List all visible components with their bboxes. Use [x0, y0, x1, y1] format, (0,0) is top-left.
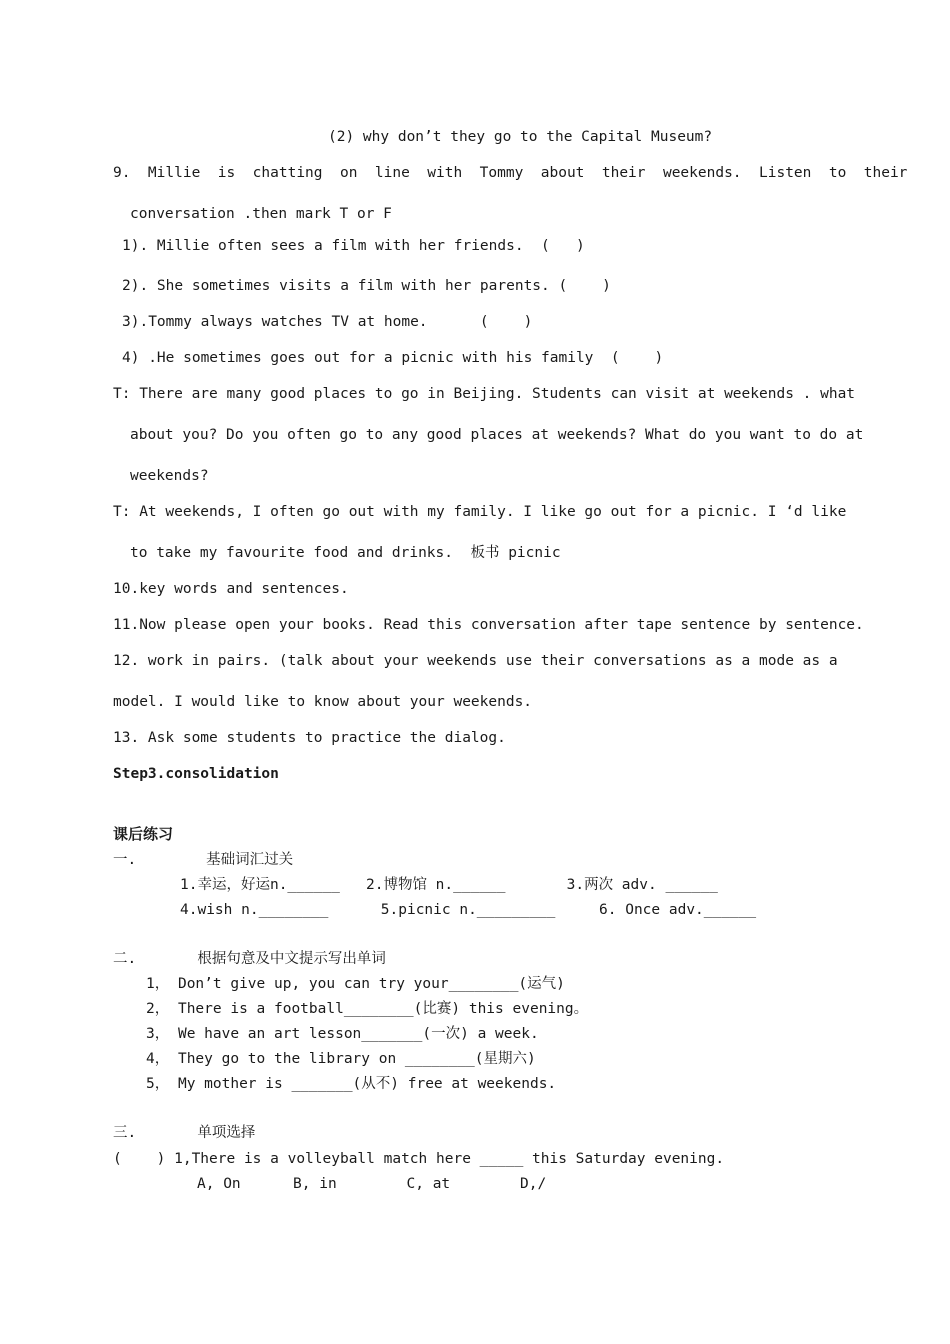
exercise-heading: 课后练习 [113, 825, 174, 843]
text-line: to take my favourite food and drinks. 板书 picnic [130, 545, 561, 561]
step-heading: Step3.consolidation [113, 766, 279, 782]
text-line: A, On B, in C, at D,/ [197, 1176, 547, 1192]
text-line: T: At weekends, I often go out with my family. I like go out for a picnic. I ‘d like [113, 504, 847, 520]
section-title: 二. 根据句意及中文提示写出单词 [113, 951, 386, 967]
text-line: 2， There is a football________(比赛) this evening。 [146, 1001, 589, 1017]
text-line: (2) why don’t they go to the Capital Museum? [328, 129, 713, 145]
text-line: 1). Millie often sees a film with her friends. ( ) [122, 238, 585, 254]
text-line: 4， They go to the library on ________(星期六) [146, 1051, 536, 1067]
section-title: 一. 基础词汇过关 [113, 852, 294, 868]
text-line: T: There are many good places to go in Beijing. Students can visit at weekends . what [113, 386, 856, 402]
text-line: 11.Now please open your books. Read this conversation after tape sentence by sentence. [113, 617, 864, 633]
text-line: 2). She sometimes visits a film with her parents. ( ) [122, 278, 611, 294]
text-line: model. I would like to know about your weekends. [113, 694, 533, 710]
section-title: 三. 单项选择 [113, 1125, 256, 1141]
text-line: 13. Ask some students to practice the dialog. [113, 730, 506, 746]
text-line: weekends? [130, 468, 209, 484]
text-line: 3).Tommy always watches TV at home. ( ) [122, 314, 533, 330]
text-line: 1， Don’t give up, you can try your________(运气) [146, 976, 565, 992]
text-line: 9. Millie is chatting on line with Tommy about their weekends. Listen to their [113, 165, 908, 181]
text-line: 5， My mother is _______(从不) free at weekends. [146, 1076, 557, 1092]
text-line: 10.key words and sentences. [113, 581, 349, 597]
text-line: 1.幸运，好运n.______ 2.博物馆 n.______ 3.两次 adv. ______ [180, 877, 718, 893]
text-line: conversation .then mark T or F [130, 206, 392, 222]
text-line: 12. work in pairs. (talk about your weekends use their conversations as a mode as a [113, 653, 838, 669]
text-line: 4) .He sometimes goes out for a picnic with his family ( ) [122, 350, 664, 366]
text-line: about you? Do you often go to any good places at weekends? What do you want to do at [130, 427, 864, 443]
text-line: 3， We have an art lesson_______(一次) a week. [146, 1026, 539, 1042]
text-line: 4.wish n.________ 5.picnic n._________ 6. Once adv.______ [180, 902, 757, 918]
text-line: ( ) 1,There is a volleyball match here _____ this Saturday evening. [113, 1151, 725, 1167]
